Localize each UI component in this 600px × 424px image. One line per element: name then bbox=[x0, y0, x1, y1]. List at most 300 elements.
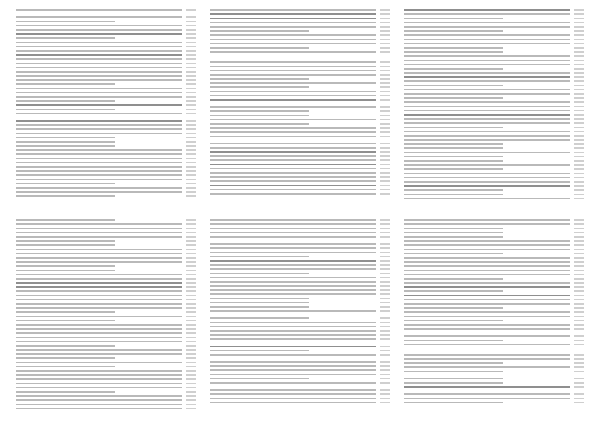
toc-entry-text-placeholder bbox=[210, 350, 309, 352]
toc-entry-page-placeholder bbox=[574, 332, 584, 334]
toc-entry-page-placeholder bbox=[574, 114, 584, 116]
toc-entry-page-placeholder bbox=[574, 76, 584, 78]
toc-entry-text-placeholder bbox=[16, 75, 182, 77]
toc-entry-page-placeholder bbox=[186, 228, 196, 230]
toc-entry-page-placeholder bbox=[380, 252, 390, 254]
toc-entry-text-placeholder bbox=[210, 386, 376, 388]
toc-entry-page-placeholder bbox=[574, 30, 584, 32]
toc-entry-page-placeholder bbox=[380, 346, 390, 348]
toc-entry-text-placeholder bbox=[210, 172, 376, 174]
toc-entry-text-placeholder bbox=[404, 55, 570, 57]
toc-entry-page-placeholder bbox=[380, 51, 390, 53]
toc-entry-page-placeholder bbox=[574, 236, 584, 238]
toc-entry-page-placeholder bbox=[380, 382, 390, 384]
toc-entry-text-placeholder bbox=[404, 340, 503, 342]
toc-entry-page-placeholder bbox=[380, 86, 390, 88]
toc-entry-text-placeholder bbox=[404, 160, 503, 162]
toc-entry-page-placeholder bbox=[380, 106, 390, 108]
toc-entry-page-placeholder bbox=[574, 344, 584, 346]
toc-entry-text-placeholder bbox=[210, 232, 376, 234]
toc-entry-page-placeholder bbox=[380, 243, 390, 245]
toc-entry-text-placeholder bbox=[16, 63, 182, 65]
toc-entry-page-placeholder bbox=[186, 357, 196, 359]
toc-entry-page-placeholder bbox=[186, 408, 196, 410]
toc-entry-page-placeholder bbox=[380, 155, 390, 157]
toc-entry-page-placeholder bbox=[574, 274, 584, 276]
toc-entry-page-placeholder bbox=[574, 160, 584, 162]
toc-entry-page-placeholder bbox=[574, 13, 584, 15]
toc-entry-page-placeholder bbox=[186, 33, 196, 35]
toc-entry-page-placeholder bbox=[574, 177, 584, 179]
toc-entry-page-placeholder bbox=[574, 371, 584, 373]
toc-entry-page-placeholder bbox=[186, 223, 196, 225]
toc-entry-text-placeholder bbox=[210, 180, 376, 182]
toc-entry-page-placeholder bbox=[380, 82, 390, 84]
toc-entry-text-placeholder bbox=[210, 47, 309, 49]
toc-column-2 bbox=[210, 8, 390, 204]
toc-entry-text-placeholder bbox=[16, 21, 115, 23]
toc-entry-page-placeholder bbox=[380, 103, 390, 105]
toc-entry-page-placeholder bbox=[380, 95, 390, 97]
toc-entry-text-placeholder bbox=[16, 58, 182, 60]
toc-entry-page-placeholder bbox=[574, 366, 584, 368]
toc-entry-text-placeholder bbox=[210, 110, 309, 112]
toc-entry-text-placeholder bbox=[404, 350, 570, 352]
toc-entry-page-placeholder bbox=[574, 257, 584, 259]
toc-entry-page-placeholder bbox=[186, 349, 196, 351]
toc-entry-page-placeholder bbox=[186, 345, 196, 347]
toc-entry-text-placeholder bbox=[210, 260, 376, 262]
toc-entry-text-placeholder bbox=[404, 47, 503, 49]
toc-entry-page-placeholder bbox=[186, 187, 196, 189]
toc-entry-text-placeholder bbox=[210, 91, 376, 93]
toc-entry-text-placeholder bbox=[404, 173, 570, 175]
toc-entry-text-placeholder bbox=[210, 22, 376, 24]
toc-entry-page-placeholder bbox=[380, 39, 390, 41]
toc-entry-text-placeholder bbox=[210, 131, 376, 133]
toc-entry-text-placeholder bbox=[16, 353, 182, 355]
toc-entry-page-placeholder bbox=[186, 92, 196, 94]
toc-entry-text-placeholder bbox=[210, 13, 376, 15]
toc-entry-text-placeholder bbox=[210, 106, 376, 108]
toc-entry-page-placeholder bbox=[186, 395, 196, 397]
toc-entry-page-placeholder bbox=[574, 173, 584, 175]
toc-entry-page-placeholder bbox=[186, 286, 196, 288]
toc-entry-page-placeholder bbox=[574, 286, 584, 288]
toc-entry-text-placeholder bbox=[210, 354, 376, 356]
toc-entry-text-placeholder bbox=[16, 13, 182, 15]
toc-entry-text-placeholder bbox=[16, 249, 182, 251]
toc-entry-page-placeholder bbox=[380, 247, 390, 249]
toc-entry-text-placeholder bbox=[210, 306, 309, 308]
toc-entry-text-placeholder bbox=[16, 395, 182, 397]
toc-entry-page-placeholder bbox=[186, 232, 196, 234]
toc-entry-text-placeholder bbox=[210, 293, 376, 295]
toc-entry-text-placeholder bbox=[16, 378, 182, 380]
toc-entry-text-placeholder bbox=[16, 100, 115, 102]
toc-entry-page-placeholder bbox=[574, 168, 584, 170]
toc-entry-page-placeholder bbox=[380, 143, 390, 145]
toc-entry-page-placeholder bbox=[574, 194, 584, 196]
toc-entry-text-placeholder bbox=[16, 67, 182, 69]
toc-entry-text-placeholder bbox=[210, 243, 376, 245]
toc-entry-text-placeholder bbox=[210, 268, 376, 270]
toc-entry-text-placeholder bbox=[404, 76, 570, 78]
toc-entry-page-placeholder bbox=[186, 113, 196, 115]
toc-entry-page-placeholder bbox=[186, 244, 196, 246]
toc-entry-text-placeholder bbox=[210, 74, 376, 76]
toc-entry-text-placeholder bbox=[210, 155, 376, 157]
toc-entry-page-placeholder bbox=[574, 393, 584, 395]
toc-entry-page-placeholder bbox=[380, 91, 390, 93]
toc-entry-page-placeholder bbox=[186, 179, 196, 181]
toc-entry-page-placeholder bbox=[380, 168, 390, 170]
toc-entry-text-placeholder bbox=[210, 18, 376, 20]
toc-entry-text-placeholder bbox=[404, 118, 570, 120]
toc-entry-text-placeholder bbox=[210, 189, 376, 191]
toc-entry-page-placeholder bbox=[574, 240, 584, 242]
toc-entry-text-placeholder bbox=[16, 83, 115, 85]
toc-entry-page-placeholder bbox=[186, 404, 196, 406]
toc-entry-text-placeholder bbox=[16, 244, 115, 246]
toc-entry-page-placeholder bbox=[574, 64, 584, 66]
toc-entry-page-placeholder bbox=[574, 47, 584, 49]
toc-entry-page-placeholder bbox=[380, 22, 390, 24]
toc-entry-text-placeholder bbox=[210, 176, 376, 178]
toc-entry-page-placeholder bbox=[574, 335, 584, 337]
toc-entry-line bbox=[16, 194, 196, 198]
toc-entry-text-placeholder bbox=[404, 127, 503, 129]
toc-entry-text-placeholder bbox=[404, 51, 503, 53]
toc-entry-text-placeholder bbox=[16, 290, 182, 292]
toc-entry-page-placeholder bbox=[380, 127, 390, 129]
toc-entry-page-placeholder bbox=[574, 290, 584, 292]
toc-entry-text-placeholder bbox=[210, 26, 376, 28]
toc-entry-page-placeholder bbox=[380, 260, 390, 262]
toc-entry-page-placeholder bbox=[380, 34, 390, 36]
toc-entry-text-placeholder bbox=[404, 68, 503, 70]
toc-entry-text-placeholder bbox=[404, 64, 570, 66]
toc-entry-page-placeholder bbox=[186, 183, 196, 185]
toc-entry-page-placeholder bbox=[186, 265, 196, 267]
toc-entry-page-placeholder bbox=[186, 54, 196, 56]
toc-entry-page-placeholder bbox=[574, 374, 584, 376]
toc-entry-text-placeholder bbox=[404, 139, 570, 141]
toc-entry-line bbox=[404, 196, 584, 200]
toc-entry-text-placeholder bbox=[210, 168, 376, 170]
toc-entry-text-placeholder bbox=[16, 240, 115, 242]
toc-entry-text-placeholder bbox=[16, 328, 182, 330]
toc-entry-page-placeholder bbox=[186, 274, 196, 276]
toc-entry-page-placeholder bbox=[186, 120, 196, 122]
toc-entry-page-placeholder bbox=[380, 293, 390, 295]
toc-entry-text-placeholder bbox=[404, 13, 570, 15]
toc-entry-text-placeholder bbox=[404, 147, 503, 149]
toc-entry-text-placeholder bbox=[404, 80, 570, 82]
toc-entry-text-placeholder bbox=[210, 123, 309, 125]
toc-entry-page-placeholder bbox=[574, 358, 584, 360]
toc-entry-page-placeholder bbox=[574, 189, 584, 191]
toc-entry-text-placeholder bbox=[404, 378, 503, 380]
toc-entry-text-placeholder bbox=[210, 298, 309, 300]
toc-entry-page-placeholder bbox=[380, 314, 390, 316]
toc-entry-line bbox=[210, 401, 390, 405]
toc-entry-page-placeholder bbox=[574, 265, 584, 267]
toc-entry-page-placeholder bbox=[574, 270, 584, 272]
toc-entry-text-placeholder bbox=[16, 257, 182, 259]
toc-entry-text-placeholder bbox=[16, 349, 182, 351]
toc-entry-page-placeholder bbox=[574, 85, 584, 87]
toc-entry-text-placeholder bbox=[210, 39, 376, 41]
toc-entry-page-placeholder bbox=[380, 393, 390, 395]
toc-entry-text-placeholder bbox=[16, 195, 115, 197]
toc-entry-text-placeholder bbox=[16, 408, 182, 410]
toc-entry-text-placeholder bbox=[210, 361, 376, 363]
toc-entry-page-placeholder bbox=[380, 180, 390, 182]
toc-entry-page-placeholder bbox=[186, 141, 196, 143]
toc-entry-text-placeholder bbox=[16, 141, 115, 143]
toc-entry-text-placeholder bbox=[16, 191, 182, 193]
toc-entry-page-placeholder bbox=[186, 270, 196, 272]
toc-entry-text-placeholder bbox=[16, 158, 182, 160]
toc-entry-text-placeholder bbox=[404, 358, 570, 360]
toc-column-2 bbox=[210, 218, 390, 414]
toc-column-1 bbox=[16, 8, 196, 204]
toc-entry-page-placeholder bbox=[186, 162, 196, 164]
toc-entry-text-placeholder bbox=[210, 273, 309, 275]
toc-entry-page-placeholder bbox=[186, 311, 196, 313]
toc-entry-text-placeholder bbox=[16, 357, 115, 359]
toc-entry-text-placeholder bbox=[210, 322, 376, 324]
toc-entry-page-placeholder bbox=[186, 58, 196, 60]
toc-entry-page-placeholder bbox=[574, 181, 584, 183]
toc-entry-page-placeholder bbox=[574, 26, 584, 28]
toc-entry-text-placeholder bbox=[404, 278, 503, 280]
toc-page-bottom bbox=[16, 218, 584, 414]
toc-entry-page-placeholder bbox=[186, 153, 196, 155]
toc-entry-text-placeholder bbox=[210, 139, 376, 141]
toc-entry-page-placeholder bbox=[380, 110, 390, 112]
toc-entry-page-placeholder bbox=[186, 100, 196, 102]
toc-entry-text-placeholder bbox=[16, 88, 182, 90]
toc-entry-text-placeholder bbox=[404, 311, 570, 313]
toc-entry-page-placeholder bbox=[380, 136, 390, 138]
toc-entry-text-placeholder bbox=[16, 153, 182, 155]
toc-entry-text-placeholder bbox=[404, 152, 570, 154]
toc-entry-page-placeholder bbox=[380, 26, 390, 28]
toc-entry-page-placeholder bbox=[186, 79, 196, 81]
toc-entry-text-placeholder bbox=[404, 320, 503, 322]
toc-entry-text-placeholder bbox=[210, 393, 376, 395]
toc-entry-page-placeholder bbox=[186, 166, 196, 168]
toc-entry-text-placeholder bbox=[404, 374, 570, 376]
toc-entry-text-placeholder bbox=[404, 85, 503, 87]
toc-entry-text-placeholder bbox=[210, 277, 376, 279]
toc-entry-page-placeholder bbox=[574, 89, 584, 91]
toc-entry-text-placeholder bbox=[404, 253, 503, 255]
toc-entry-page-placeholder bbox=[186, 104, 196, 106]
toc-entry-text-placeholder bbox=[16, 29, 182, 31]
toc-entry-page-placeholder bbox=[186, 391, 196, 393]
toc-entry-page-placeholder bbox=[186, 257, 196, 259]
toc-entry-page-placeholder bbox=[380, 322, 390, 324]
toc-entry-page-placeholder bbox=[186, 170, 196, 172]
toc-entry-text-placeholder bbox=[404, 198, 570, 200]
toc-entry-page-placeholder bbox=[574, 101, 584, 103]
toc-entry-text-placeholder bbox=[210, 236, 376, 238]
toc-entry-page-placeholder bbox=[380, 256, 390, 258]
toc-entry-page-placeholder bbox=[380, 172, 390, 174]
toc-entry-page-placeholder bbox=[574, 303, 584, 305]
toc-entry-page-placeholder bbox=[186, 158, 196, 160]
toc-entry-page-placeholder bbox=[186, 71, 196, 73]
toc-entry-page-placeholder bbox=[186, 378, 196, 380]
toc-entry-text-placeholder bbox=[210, 147, 376, 149]
toc-entry-text-placeholder bbox=[404, 143, 503, 145]
toc-entry-page-placeholder bbox=[186, 278, 196, 280]
toc-entry-page-placeholder bbox=[574, 299, 584, 301]
toc-entry-page-placeholder bbox=[186, 109, 196, 111]
toc-entry-text-placeholder bbox=[404, 185, 570, 187]
toc-entry-page-placeholder bbox=[186, 324, 196, 326]
toc-entry-page-placeholder bbox=[380, 374, 390, 376]
toc-entry-page-placeholder bbox=[380, 281, 390, 283]
toc-entry-text-placeholder bbox=[404, 398, 570, 400]
toc-entry-page-placeholder bbox=[186, 337, 196, 339]
toc-entry-page-placeholder bbox=[380, 176, 390, 178]
toc-entry-text-placeholder bbox=[210, 70, 376, 72]
toc-entry-page-placeholder bbox=[574, 39, 584, 41]
toc-entry-page-placeholder bbox=[186, 303, 196, 305]
toc-entry-text-placeholder bbox=[404, 164, 570, 166]
toc-entry-page-placeholder bbox=[380, 334, 390, 336]
toc-entry-page-placeholder bbox=[380, 342, 390, 344]
toc-entry-text-placeholder bbox=[16, 96, 182, 98]
toc-entry-text-placeholder bbox=[16, 324, 182, 326]
toc-entry-page-placeholder bbox=[574, 311, 584, 313]
toc-entry-text-placeholder bbox=[210, 30, 309, 32]
toc-entry-text-placeholder bbox=[16, 345, 115, 347]
toc-entry-text-placeholder bbox=[16, 79, 182, 81]
toc-entry-page-placeholder bbox=[186, 399, 196, 401]
toc-entry-text-placeholder bbox=[16, 383, 182, 385]
toc-entry-text-placeholder bbox=[404, 274, 570, 276]
toc-entry-text-placeholder bbox=[404, 307, 503, 309]
toc-entry-page-placeholder bbox=[380, 386, 390, 388]
toc-entry-text-placeholder bbox=[404, 402, 503, 404]
toc-entry-page-placeholder bbox=[574, 93, 584, 95]
toc-entry-text-placeholder bbox=[404, 39, 570, 41]
toc-entry-page-placeholder bbox=[574, 97, 584, 99]
toc-entry-page-placeholder bbox=[574, 122, 584, 124]
toc-entry-page-placeholder bbox=[574, 390, 584, 392]
toc-entry-text-placeholder bbox=[404, 362, 503, 364]
toc-entry-text-placeholder bbox=[16, 128, 182, 130]
toc-entry-text-placeholder bbox=[16, 37, 115, 39]
toc-entry-page-placeholder bbox=[380, 13, 390, 15]
toc-entry-text-placeholder bbox=[16, 223, 182, 225]
toc-entry-page-placeholder bbox=[380, 228, 390, 230]
toc-entry-page-placeholder bbox=[186, 240, 196, 242]
toc-entry-text-placeholder bbox=[210, 310, 376, 312]
toc-entry-page-placeholder bbox=[186, 116, 196, 118]
toc-entry-text-placeholder bbox=[404, 110, 570, 112]
toc-entry-page-placeholder bbox=[380, 402, 390, 404]
toc-entry-page-placeholder bbox=[380, 66, 390, 68]
toc-entry-text-placeholder bbox=[404, 30, 503, 32]
toc-entry-page-placeholder bbox=[380, 43, 390, 45]
toc-entry-text-placeholder bbox=[404, 60, 570, 62]
toc-entry-text-placeholder bbox=[210, 346, 376, 348]
toc-entry-text-placeholder bbox=[404, 232, 503, 234]
toc-entry-text-placeholder bbox=[404, 168, 503, 170]
toc-entry-page-placeholder bbox=[574, 347, 584, 349]
toc-entry-page-placeholder bbox=[380, 115, 390, 117]
toc-entry-text-placeholder bbox=[16, 286, 182, 288]
toc-entry-page-placeholder bbox=[186, 195, 196, 197]
toc-entry-page-placeholder bbox=[186, 328, 196, 330]
toc-entry-page-placeholder bbox=[380, 354, 390, 356]
toc-entry-text-placeholder bbox=[404, 93, 570, 95]
toc-entry-page-placeholder bbox=[186, 16, 196, 18]
toc-entry-page-placeholder bbox=[574, 282, 584, 284]
toc-entry-text-placeholder bbox=[404, 371, 503, 373]
toc-column-3 bbox=[404, 8, 584, 204]
toc-entry-text-placeholder bbox=[16, 404, 182, 406]
toc-entry-text-placeholder bbox=[404, 332, 570, 334]
toc-entry-text-placeholder bbox=[210, 256, 309, 258]
toc-entry-text-placeholder bbox=[210, 164, 376, 166]
toc-entry-text-placeholder bbox=[210, 61, 376, 63]
toc-entry-text-placeholder bbox=[16, 282, 182, 284]
toc-entry-page-placeholder bbox=[186, 124, 196, 126]
toc-entry-page-placeholder bbox=[186, 42, 196, 44]
toc-entry-page-placeholder bbox=[380, 30, 390, 32]
toc-entry-page-placeholder bbox=[186, 282, 196, 284]
toc-entry-page-placeholder bbox=[380, 389, 390, 391]
toc-entry-page-placeholder bbox=[574, 147, 584, 149]
toc-entry-page-placeholder bbox=[186, 174, 196, 176]
toc-entry-page-placeholder bbox=[574, 244, 584, 246]
toc-entry-text-placeholder bbox=[16, 261, 182, 263]
toc-entry-page-placeholder bbox=[574, 118, 584, 120]
toc-entry-text-placeholder bbox=[404, 9, 570, 11]
toc-entry-text-placeholder bbox=[16, 183, 115, 185]
toc-entry-text-placeholder bbox=[210, 314, 376, 316]
toc-entry-page-placeholder bbox=[574, 307, 584, 309]
toc-entry-page-placeholder bbox=[186, 149, 196, 151]
toc-entry-page-placeholder bbox=[380, 302, 390, 304]
toc-entry-page-placeholder bbox=[186, 133, 196, 135]
toc-entry-text-placeholder bbox=[404, 344, 570, 346]
toc-entry-text-placeholder bbox=[16, 316, 182, 318]
toc-entry-page-placeholder bbox=[574, 340, 584, 342]
toc-entry-text-placeholder bbox=[210, 382, 376, 384]
toc-entry-text-placeholder bbox=[404, 390, 570, 392]
toc-entry-page-placeholder bbox=[380, 131, 390, 133]
toc-entry-text-placeholder bbox=[210, 115, 309, 117]
toc-entry-text-placeholder bbox=[210, 240, 376, 242]
toc-entry-page-placeholder bbox=[186, 383, 196, 385]
toc-entry-page-placeholder bbox=[574, 316, 584, 318]
toc-entry-page-placeholder bbox=[574, 60, 584, 62]
toc-entry-page-placeholder bbox=[574, 249, 584, 251]
toc-entry-page-placeholder bbox=[380, 317, 390, 319]
toc-entry-page-placeholder bbox=[380, 378, 390, 380]
toc-entry-text-placeholder bbox=[210, 369, 376, 371]
toc-entry-page-placeholder bbox=[574, 51, 584, 53]
toc-entry-page-placeholder bbox=[380, 298, 390, 300]
